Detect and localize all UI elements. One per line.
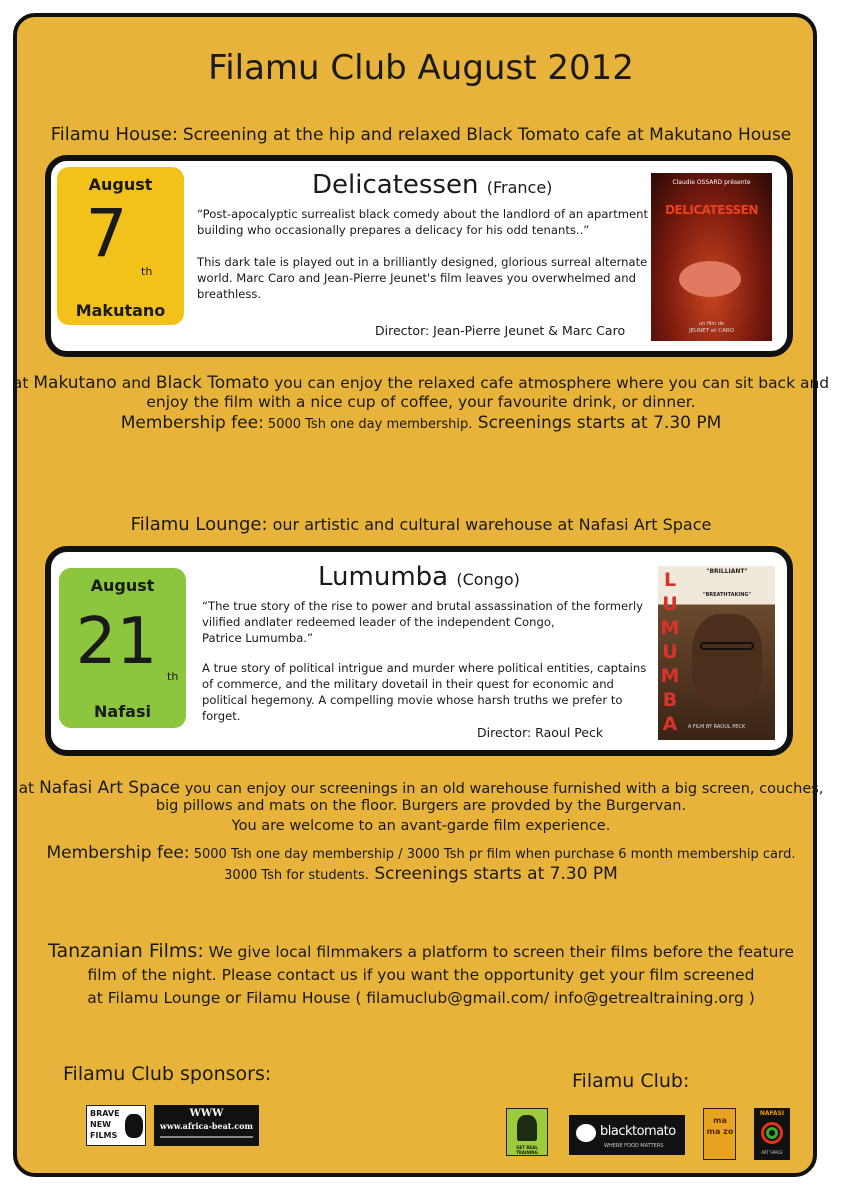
desc-line: of commerce, and the military dovetail in their quest for economic and <box>202 677 614 691</box>
house-label: Filamu House: <box>50 124 178 145</box>
quote-line: building who occasionally prepares a delicacy for his odd tenants..” <box>197 223 590 237</box>
logo-subtext: ART SPACE <box>761 1150 783 1155</box>
desc-line: A true story of political intrigue and murder where political entities, captains <box>202 661 647 675</box>
screening-time: Screenings starts at 7.30 PM <box>368 864 618 884</box>
nafasi-logo <box>754 1108 790 1160</box>
date-day: 21 <box>75 605 158 679</box>
house-fee-line <box>0 413 842 433</box>
date-suffix: th <box>167 670 179 683</box>
film-title <box>312 170 552 200</box>
logo-text: blacktomato <box>600 1124 676 1139</box>
desc-line: political hegemony. A compelling movie whose harsh truths we prefer to <box>202 693 623 707</box>
date-suffix: th <box>141 265 153 278</box>
nafasi-label: Nafasi Art Space <box>39 778 181 798</box>
date-box-1 <box>57 167 184 325</box>
tomato-icon <box>576 1124 596 1142</box>
date-place: Makutano <box>75 301 166 320</box>
logo-subtext: WHERE FOOD MATTERS <box>604 1143 664 1149</box>
get-real-training-logo <box>506 1108 548 1156</box>
quote-line: “The true story of the rise to power and brutal assassination of the formerly <box>202 599 644 613</box>
film-title <box>318 562 520 592</box>
students-fee: 3000 Tsh for students. <box>224 868 369 883</box>
text: and <box>116 374 156 392</box>
desc-line: world. Marc Caro and Jean-Pierre Jeunet's film leaves you overwhelmed and <box>197 271 636 285</box>
text: you can enjoy the relaxed cafe atmosphere where you can sit back and <box>269 374 830 392</box>
figure-icon <box>517 1115 537 1141</box>
logo-text: ma ma zo <box>706 1116 734 1136</box>
poster-top-text: "BREATHTAKING" <box>702 592 752 598</box>
lounge-label: Filamu Lounge: <box>130 514 268 535</box>
film-synopsis <box>202 598 652 724</box>
divider <box>160 1136 253 1138</box>
poster-top-text: "BRILLIANT" <box>706 568 748 575</box>
pig-icon <box>679 261 741 297</box>
tanzanian-line3: at Filamu Lounge or Filamu House ( filamuclub@gmail.com/ info@getrealtraining.org ) <box>87 989 755 1007</box>
film-country: (France) <box>486 178 553 197</box>
lounge-students-line <box>0 864 842 884</box>
tanzanian-line2: film of the night. Please contact us if you want the opportunity get your film screened <box>87 966 755 984</box>
poster-credit: JEUNET et CARO <box>689 328 734 334</box>
fee-label: Membership fee: <box>46 843 190 863</box>
portrait-icon <box>692 614 762 706</box>
desc-line: forget. <box>202 709 241 723</box>
tanzanian-label: Tanzanian Films: <box>48 940 204 962</box>
film-title-text: Delicatessen <box>312 170 479 200</box>
text: at <box>12 374 34 392</box>
quote-line: Patrice Lumumba.” <box>202 631 313 645</box>
quote-line: “Post-apocalyptic surrealist black comedy about the landlord of an apartment <box>197 207 649 221</box>
film-synopsis <box>197 206 647 302</box>
desc-line: This dark tale is played out in a brilliantly designed, glorious surreal alternate <box>197 255 648 269</box>
film-title-text: Lumumba <box>318 562 449 592</box>
lumumba-poster <box>658 566 775 740</box>
black-tomato-label: Black Tomato <box>155 373 270 393</box>
makutano-label: Makutano <box>33 373 117 393</box>
page-title: Filamu Club August 2012 <box>208 48 634 88</box>
glasses-icon <box>700 642 754 650</box>
logo-text: WWW <box>189 1108 224 1119</box>
sponsors-heading: Filamu Club sponsors: <box>63 1063 272 1085</box>
poster-name: DELICATESSEN <box>665 203 758 217</box>
lounge-fee-line <box>0 843 842 863</box>
date-month: August <box>88 175 153 194</box>
text: We give local filmmakers a platform to screen their films before the feature <box>203 943 794 961</box>
date-day: 7 <box>85 195 128 272</box>
house-info-line2: enjoy the film with a nice cup of coffee, your favourite drink, or dinner. <box>146 393 696 411</box>
poster-name: LUMUMBA <box>660 569 680 735</box>
delicatessen-poster <box>651 173 772 341</box>
screening-time: Screenings starts at 7.30 PM <box>472 413 722 433</box>
logo-text: www.africa-beat.com <box>160 1121 253 1131</box>
film-country: (Congo) <box>456 570 520 589</box>
filamu-lounge-heading <box>0 514 842 535</box>
logo-text: BRAVE <box>90 1109 120 1118</box>
desc-line: breathless. <box>197 287 262 301</box>
film-director: Director: Raoul Peck <box>477 725 604 740</box>
film-director: Director: Jean-Pierre Jeunet & Marc Caro <box>375 323 626 338</box>
fee-label: Membership fee: <box>120 413 264 433</box>
date-box-2 <box>59 568 186 728</box>
date-place: Nafasi <box>94 702 151 721</box>
logo-text: FILMS <box>90 1131 118 1140</box>
lounge-info-line1 <box>0 778 842 798</box>
logo-text: NAFASI <box>759 1110 785 1117</box>
black-tomato-logo <box>569 1115 685 1155</box>
house-text: Screening at the hip and relaxed Black Tomato cafe at Makutano House <box>182 125 792 145</box>
logo-text: GET REAL TRAINING <box>516 1145 538 1155</box>
lion-icon <box>125 1114 143 1138</box>
house-info-line1 <box>0 373 842 393</box>
fee-text: 5000 Tsh one day membership / 3000 Tsh pr film when purchase 6 month membership card. <box>189 847 796 862</box>
poster-credit: A FILM BY RAOUL PECK <box>687 724 746 730</box>
text: you can enjoy our screenings in an old warehouse furnished with a big screen, couches, <box>180 781 824 797</box>
brave-new-films-logo <box>86 1105 146 1146</box>
date-month: August <box>90 576 155 595</box>
lounge-info-line2: big pillows and mats on the floor. Burgers are provded by the Burgervan. <box>155 798 687 814</box>
fee-text: 5000 Tsh one day membership. <box>263 417 473 432</box>
club-heading: Filamu Club: <box>572 1070 690 1092</box>
quote-line: vilified andlater redeemed leader of the independent Congo, <box>202 615 555 629</box>
tanzanian-line1 <box>0 940 842 962</box>
logo-text: NEW <box>90 1120 111 1129</box>
mamazo-logo <box>703 1108 736 1160</box>
africa-beat-logo <box>154 1105 259 1146</box>
filamu-house-heading <box>0 124 842 145</box>
poster-top-text: Claudie OSSARD présente <box>672 179 751 186</box>
nafasi-inner-ring-icon <box>766 1127 778 1139</box>
lounge-text: our artistic and cultural warehouse at Nafasi Art Space <box>267 515 712 534</box>
poster-credit: un film de <box>698 321 725 327</box>
lounge-info-line3: You are welcome to an avant-garde film experience. <box>231 818 611 834</box>
text: at <box>18 779 40 797</box>
